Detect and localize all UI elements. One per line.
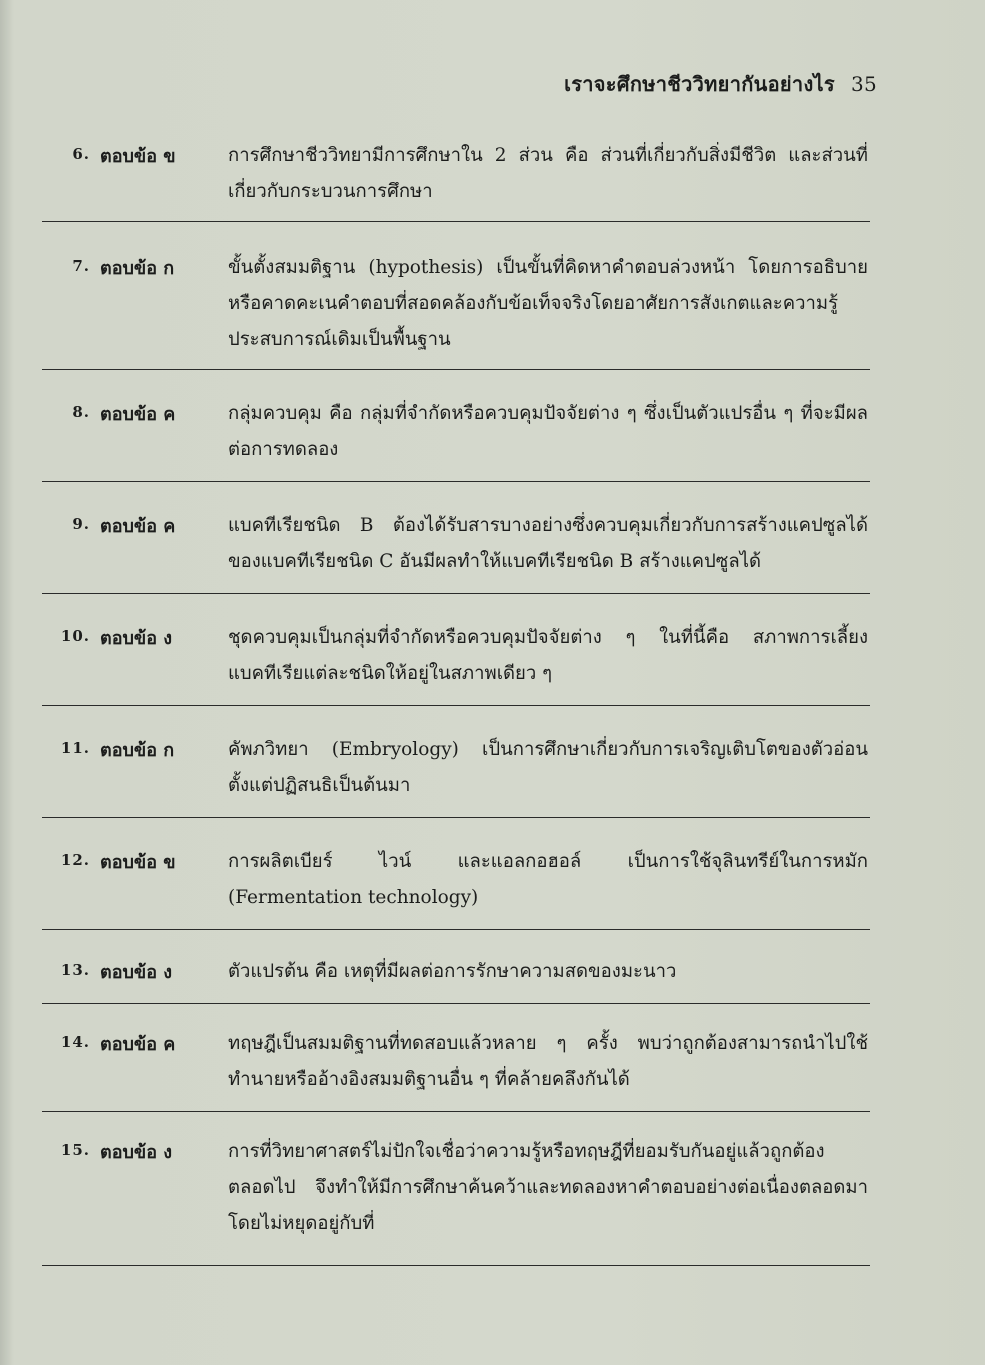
running-header	[564, 68, 877, 100]
item-number: 6.	[72, 145, 90, 163]
answer-item-12	[42, 818, 870, 930]
page-number: 35	[850, 72, 877, 96]
answer-list	[42, 130, 870, 1266]
item-number: 8.	[72, 403, 90, 421]
item-number: 11.	[60, 739, 90, 757]
answer-item-8	[42, 370, 870, 482]
item-number: 13.	[60, 961, 90, 979]
item-number: 15.	[60, 1141, 90, 1159]
item-number: 10.	[60, 627, 90, 645]
answer-choice: ตอบข้อ ง	[100, 628, 173, 649]
answer-choice: ตอบข้อ ค	[100, 1034, 176, 1055]
answer-choice: ตอบข้อ ก	[100, 740, 175, 761]
answer-choice: ตอบข้อ ก	[100, 258, 175, 279]
item-number: 7.	[72, 257, 90, 275]
answer-choice: ตอบข้อ ค	[100, 516, 176, 537]
explanation-text: แบคทีเรียชนิด B ต้องได้รับสารบางอย่างซึ่งควบคุมเกี่ยวกับการสร้างแคปซูลได้ของแบคทีเรียชนิด C อันมีผลทำให้แบคทีเรียชนิด B สร้างแคปซูลได้	[228, 515, 868, 572]
item-number: 9.	[72, 515, 90, 533]
answer-item-9	[42, 482, 870, 594]
answer-choice: ตอบข้อ ง	[100, 1142, 173, 1163]
explanation-text: ตัวแปรต้น คือ เหตุที่มีผลต่อการรักษาความสดของมะนาว	[228, 961, 677, 982]
answer-choice: ตอบข้อ ข	[100, 146, 176, 167]
answer-item-7	[42, 222, 870, 370]
answer-item-15	[42, 1112, 870, 1266]
answer-item-10	[42, 594, 870, 706]
explanation-text: ขั้นตั้งสมมติฐาน (hypothesis) เป็นขั้นที่คิดหาคำตอบล่วงหน้า โดยการอธิบายหรือคาดคะเนคำตอบที่สอดคล้องกับข้อเท็จจริงโดยอาศัยการสังเกตและความรู้ประสบการณ์เดิมเป็นพื้นฐาน	[228, 257, 868, 350]
answer-choice: ตอบข้อ ง	[100, 962, 173, 983]
explanation-text: การที่วิทยาศาสตร์ไม่ปักใจเชื่อว่าความรู้หรือทฤษฎีที่ยอมรับกันอยู่แล้วถูกต้องตลอดไป จึงทำให้มีการศึกษาค้นคว้าและทดลองหาคำตอบอย่างต่อเนื่องตลอดมา โดยไม่หยุดอยู่กับที่	[228, 1141, 868, 1234]
explanation-text: กลุ่มควบคุม คือ กลุ่มที่จำกัดหรือควบคุมปัจจัยต่าง ๆ ซึ่งเป็นตัวแปรอื่น ๆ ที่จะมีผลต่อการทดลอง	[228, 403, 868, 460]
chapter-title: เราจะศึกษาชีววิทยากันอย่างไร	[564, 72, 835, 96]
answer-item-14	[42, 1004, 870, 1112]
answer-choice: ตอบข้อ ค	[100, 404, 176, 425]
item-number: 12.	[60, 851, 90, 869]
explanation-text: การผลิตเบียร์ ไวน์ และแอลกอฮอล์ เป็นการใช้จุลินทรีย์ในการหมัก (Fermentation technology)	[228, 851, 868, 908]
explanation-text: การศึกษาชีววิทยามีการศึกษาใน 2 ส่วน คือ ส่วนที่เกี่ยวกับสิ่งมีชีวิต และส่วนที่เกี่ยวกับกระบวนการศึกษา	[228, 145, 868, 202]
explanation-text: ทฤษฎีเป็นสมมติฐานที่ทดสอบแล้วหลาย ๆ ครั้ง พบว่าถูกต้องสามารถนำไปใช้ทำนายหรืออ้างอิงสมมติฐานอื่น ๆ ที่คล้ายคลึงกันได้	[228, 1033, 868, 1090]
answer-item-6	[42, 130, 870, 222]
answer-item-13	[42, 930, 870, 1004]
item-number: 14.	[60, 1033, 90, 1051]
answer-choice: ตอบข้อ ข	[100, 852, 176, 873]
explanation-text: คัพภวิทยา (Embryology) เป็นการศึกษาเกี่ยวกับการเจริญเติบโตของตัวอ่อนตั้งแต่ปฏิสนธิเป็นต้นมา	[228, 739, 868, 796]
answer-item-11	[42, 706, 870, 818]
explanation-text: ชุดควบคุมเป็นกลุ่มที่จำกัดหรือควบคุมปัจจัยต่าง ๆ ในที่นี้คือ สภาพการเลี้ยงแบคทีเรียแต่ละชนิดให้อยู่ในสภาพเดียว ๆ	[228, 627, 868, 684]
